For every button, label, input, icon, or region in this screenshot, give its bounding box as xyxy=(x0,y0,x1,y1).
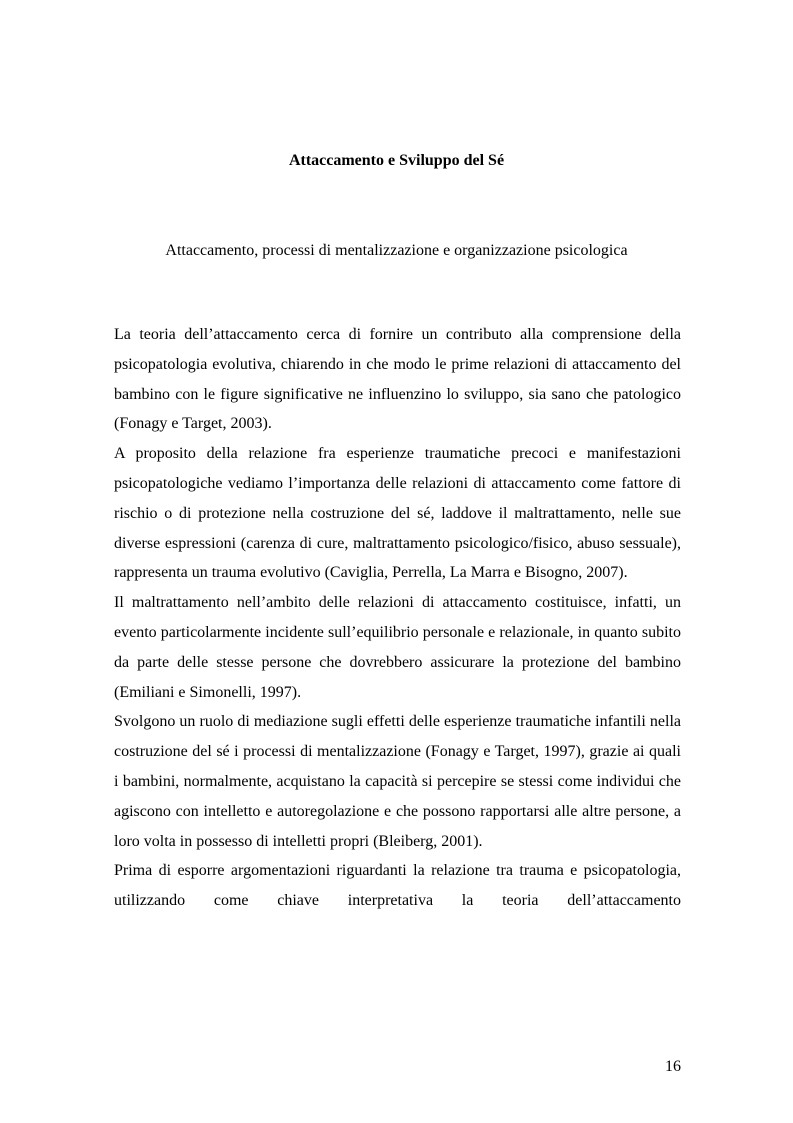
page-number: 16 xyxy=(665,1058,681,1075)
body-text xyxy=(114,320,681,916)
paragraph-3: Il maltrattamento nell’ambito delle relazioni di attaccamento costituisce, infatti, un evento particolarmente incidente sull’equilibrio personale e relazionale, in quanto subito da parte delle stesse persone che dovrebbero assicurare la protezione del bambino (Emiliani e Simonelli, 1997). xyxy=(114,594,681,701)
chapter-title: Attaccamento e Sviluppo del Sé xyxy=(288,152,505,169)
paragraph-1: La teoria dell’attaccamento cerca di fornire un contributo alla comprensione della psicopatologia evolutiva, chiarendo in che modo le prime relazioni di attaccamento del bambino con le figure significative ne influenzino lo sviluppo, sia sano che patologico (Fonagy e Target, 2003). xyxy=(114,326,681,433)
paragraph-4: Svolgono un ruolo di mediazione sugli effetti delle esperienze traumatiche infantili nella costruzione del sé i processi di mentalizzazione (Fonagy e Target, 1997), grazie ai quali i bambini, normalmente, acquistano la capacità si percepire se stessi come individui che agiscono con intelletto e autoregolazione e che possono rapportarsi alle altre persone, a loro volta in possesso di intelletti propri (Bleiberg, 2001). xyxy=(114,713,681,850)
paragraph-5: Prima di esporre argomentazioni riguardanti la relazione tra trauma e psicopatologia, utilizzando come chiave interpretativa la teoria dell’attaccamento xyxy=(114,862,681,910)
section-subtitle: Attaccamento, processi di mentalizzazione e organizzazione psicologica xyxy=(165,242,628,259)
paragraph-2: A proposito della relazione fra esperienze traumatiche precoci e manifestazioni psicopatologiche vediamo l’importanza delle relazioni di attaccamento come fattore di rischio o di protezione nella costruzione del sé, laddove il maltrattamento, nelle sue diverse espressioni (carenza di cure, maltrattamento psicologico/fisico, abuso sessuale), rappresenta un trauma evolutivo (Caviglia, Perrella, La Marra e Bisogno, 2007). xyxy=(114,445,681,582)
